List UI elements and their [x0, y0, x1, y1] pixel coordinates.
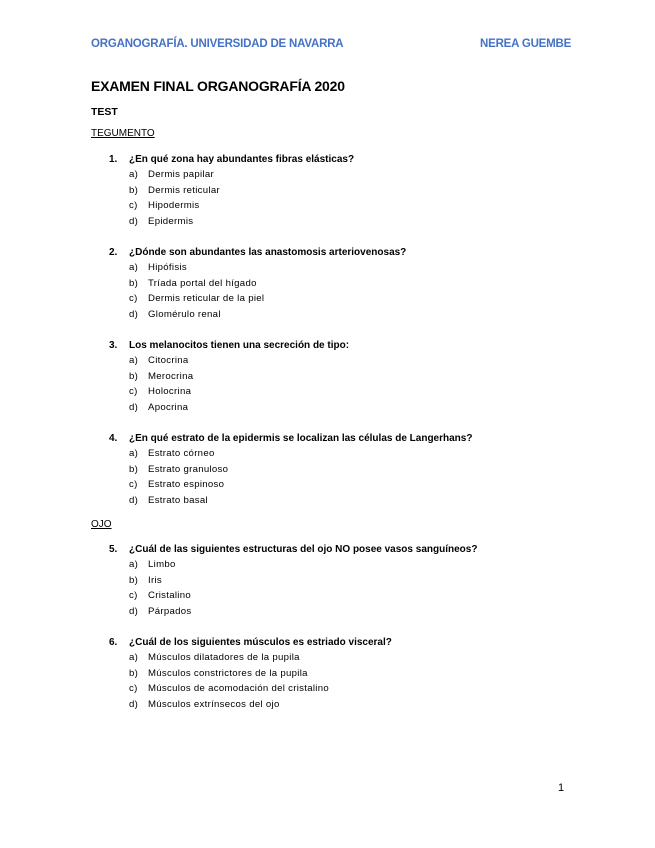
exam-subtitle: TEST	[91, 106, 118, 118]
question-text: ¿Cuál de las siguientes estructuras del ojo NO posee vasos sanguíneos?	[129, 543, 478, 555]
option-b	[109, 183, 579, 199]
option-c	[109, 588, 579, 604]
option-letter: d)	[129, 605, 139, 617]
option-text: Apocrina	[148, 401, 189, 413]
question-number: 6.	[109, 636, 118, 648]
option-c	[109, 291, 579, 307]
option-text: Tríada portal del hígado	[148, 277, 257, 289]
option-letter: b)	[129, 277, 139, 289]
option-text: Músculos de acomodación del cristalino	[148, 683, 329, 695]
option-letter: a)	[129, 652, 139, 664]
question-text: ¿En qué estrato de la epidermis se localizan las células de Langerhans?	[129, 432, 473, 444]
option-c	[109, 681, 579, 697]
question-stem	[109, 244, 579, 260]
question-6	[109, 634, 579, 712]
question-text: ¿Cuál de los siguientes músculos es estriado visceral?	[129, 636, 392, 648]
option-d	[109, 307, 579, 323]
option-b	[109, 666, 579, 682]
question-stem	[109, 430, 579, 446]
option-list	[109, 650, 579, 712]
option-letter: d)	[129, 215, 139, 227]
question-4	[109, 430, 579, 508]
option-text: Cristalino	[148, 590, 191, 602]
question-stem	[109, 541, 579, 557]
option-letter: d)	[129, 401, 139, 413]
question-2	[109, 244, 579, 322]
option-letter: c)	[129, 479, 138, 491]
option-list	[109, 353, 579, 415]
option-letter: a)	[129, 169, 139, 181]
option-letter: c)	[129, 683, 138, 695]
question-text: ¿En qué zona hay abundantes fibras elásticas?	[129, 153, 355, 165]
question-number: 5.	[109, 543, 118, 555]
option-text: Holocrina	[148, 386, 192, 398]
option-text: Epidermis	[148, 215, 194, 227]
option-a	[109, 260, 579, 276]
option-letter: b)	[129, 667, 139, 679]
option-a	[109, 557, 579, 573]
question-text: ¿Dónde son abundantes las anastomosis arteriovenosas?	[129, 246, 407, 258]
option-b	[109, 276, 579, 292]
option-letter: d)	[129, 494, 139, 506]
question-stem	[109, 634, 579, 650]
option-c	[109, 384, 579, 400]
option-b	[109, 573, 579, 589]
option-a	[109, 167, 579, 183]
option-letter: c)	[129, 590, 138, 602]
option-c	[109, 477, 579, 493]
option-letter: a)	[129, 355, 139, 367]
option-d	[109, 604, 579, 620]
exam-title: EXAMEN FINAL ORGANOGRAFÍA 2020	[91, 78, 345, 94]
question-number: 3.	[109, 339, 118, 351]
option-letter: b)	[129, 574, 139, 586]
option-letter: b)	[129, 463, 139, 475]
header-left: ORGANOGRAFÍA. UNIVERSIDAD DE NAVARRA	[91, 38, 344, 50]
option-text: Estrato espinoso	[148, 479, 225, 491]
option-d	[109, 493, 579, 509]
option-text: Músculos extrínsecos del ojo	[148, 698, 280, 710]
option-text: Párpados	[148, 605, 192, 617]
option-d	[109, 400, 579, 416]
question-stem	[109, 151, 579, 167]
option-text: Limbo	[148, 559, 176, 571]
option-c	[109, 198, 579, 214]
option-text: Iris	[148, 574, 162, 586]
option-text: Estrato córneo	[148, 448, 215, 460]
question-text: Los melanocitos tienen una secreción de tipo:	[129, 339, 350, 351]
option-list	[109, 557, 579, 619]
option-a	[109, 446, 579, 462]
option-list	[109, 167, 579, 229]
option-letter: a)	[129, 262, 139, 274]
question-number: 2.	[109, 246, 118, 258]
option-text: Dermis reticular	[148, 184, 220, 196]
option-text: Músculos dilatadores de la pupila	[148, 652, 300, 664]
option-letter: a)	[129, 559, 139, 571]
option-d	[109, 697, 579, 713]
option-text: Glomérulo renal	[148, 308, 221, 320]
option-b	[109, 369, 579, 385]
option-text: Merocrina	[148, 370, 194, 382]
question-5	[109, 541, 579, 619]
option-a	[109, 353, 579, 369]
option-letter: b)	[129, 184, 139, 196]
option-letter: c)	[129, 386, 138, 398]
question-stem	[109, 337, 579, 353]
option-letter: b)	[129, 370, 139, 382]
option-text: Hipófisis	[148, 262, 187, 274]
question-number: 1.	[109, 153, 118, 165]
option-a	[109, 650, 579, 666]
option-text: Estrato basal	[148, 494, 208, 506]
option-text: Estrato granuloso	[148, 463, 229, 475]
section-heading-ojo: OJO	[91, 519, 112, 530]
option-letter: d)	[129, 308, 139, 320]
question-number: 4.	[109, 432, 118, 444]
option-text: Citocrina	[148, 355, 189, 367]
question-3	[109, 337, 579, 415]
option-text: Dermis papilar	[148, 169, 215, 181]
option-letter: c)	[129, 293, 138, 305]
option-letter: c)	[129, 200, 138, 212]
header-right: NEREA GUEMBE	[480, 38, 572, 50]
option-text: Hipodermis	[148, 200, 200, 212]
page-number: 1	[558, 782, 565, 794]
question-1	[109, 151, 579, 229]
option-list	[109, 446, 579, 508]
section-heading-tegumento: TEGUMENTO	[91, 128, 155, 139]
option-text: Dermis reticular de la piel	[148, 293, 265, 305]
option-letter: a)	[129, 448, 139, 460]
option-d	[109, 214, 579, 230]
option-letter: d)	[129, 698, 139, 710]
option-b	[109, 462, 579, 478]
option-text: Músculos constrictores de la pupila	[148, 667, 308, 679]
option-list	[109, 260, 579, 322]
